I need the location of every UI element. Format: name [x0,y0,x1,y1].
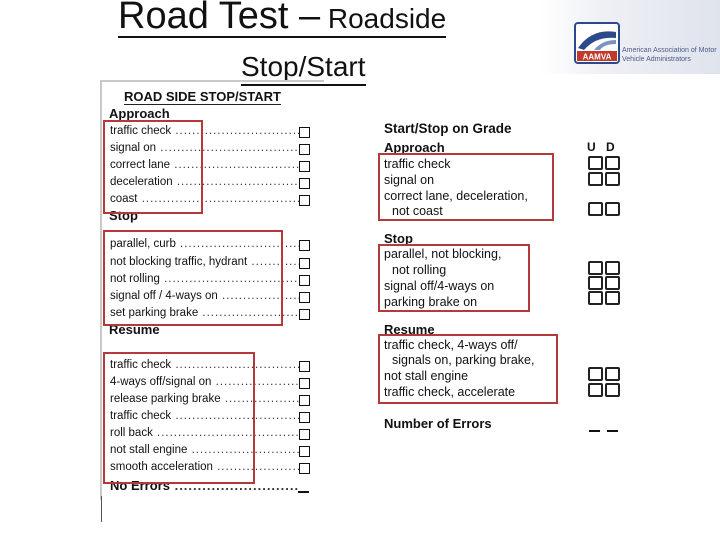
right-approach-line: not coast [392,204,443,218]
errors-blank-d[interactable] [607,430,618,432]
right-stop-line: parking brake on [384,295,478,309]
left-approach-item: deceleration ..... [110,175,300,190]
checkbox-d[interactable] [605,291,620,305]
right-resume-line: signals on, parking brake, [392,353,535,367]
right-resume-line: traffic check, 4-ways off/ [384,338,518,352]
stop-checkbox[interactable] [299,275,310,286]
left-form-heading: ROAD SIDE STOP/START [124,89,281,104]
left-resume-item: not stall engine ..... [110,443,300,458]
right-approach-line: traffic check [384,157,451,171]
checkbox-d[interactable] [605,261,620,275]
stop-checkbox[interactable] [299,292,310,303]
checkbox-u[interactable] [588,383,603,397]
checkbox-u[interactable] [588,202,603,216]
left-stop-title: Stop [109,208,138,223]
right-approach-title: Approach [384,140,445,155]
column-u-label: U [587,140,596,154]
left-approach-title: Approach [109,106,170,121]
title-rest: Roadside [320,3,447,34]
checkbox-d[interactable] [605,367,620,381]
right-resume-title: Resume [384,322,435,337]
right-resume-line: not stall engine [384,369,469,383]
left-approach-item: signal on ..... [110,141,300,156]
resume-checkbox[interactable] [299,463,310,474]
stop-checkbox[interactable] [299,258,310,269]
checkbox-u[interactable] [588,261,603,275]
checkbox-u[interactable] [588,367,603,381]
left-stop-item: signal off / 4-ways on ..... [110,289,300,304]
highlight-box-right-approach [378,153,554,221]
stop-checkbox[interactable] [299,309,310,320]
left-approach-item: traffic check ..... [110,124,300,139]
right-stop-line: signal off/4-ways on [384,279,495,293]
right-approach-line: signal on [384,173,435,187]
left-stop-item: set parking brake ..... [110,306,300,321]
checkbox-d[interactable] [605,156,620,170]
left-resume-item: 4-ways off/signal on ..... [110,375,300,390]
title-main: Road Test – [118,0,321,37]
resume-checkbox[interactable] [299,412,310,423]
approach-checkbox[interactable] [299,144,310,155]
approach-checkbox[interactable] [299,178,310,189]
resume-checkbox[interactable] [299,446,310,457]
right-stop-line: parallel, not blocking, [384,247,502,261]
column-d-label: D [606,140,615,154]
highlight-box-stop [103,230,283,326]
approach-checkbox[interactable] [299,195,310,206]
errors-label: Number of Errors [384,416,492,431]
left-resume-item: traffic check ..... [110,409,300,424]
approach-checkbox[interactable] [299,127,310,138]
aamva-logo-icon [574,22,620,64]
left-stop-item: not blocking traffic, hydrant ..... [110,255,300,270]
left-resume-item: smooth acceleration ..... [110,460,300,475]
left-form-edge [101,496,102,522]
no-errors-label: No Errors ..... [110,478,300,493]
slide-title [118,0,446,38]
highlight-box-right-resume [378,334,558,404]
right-form-heading: Start/Stop on Grade [384,121,512,136]
checkbox-d[interactable] [605,172,620,186]
checkbox-d[interactable] [605,202,620,216]
left-resume-title: Resume [109,322,160,337]
left-stop-item: parallel, curb ..... [110,237,300,252]
stop-checkbox[interactable] [299,240,310,251]
approach-checkbox[interactable] [299,161,310,172]
no-errors-blank[interactable] [298,491,309,493]
checkbox-d[interactable] [605,383,620,397]
left-resume-item: traffic check ..... [110,358,300,373]
checkbox-u[interactable] [588,276,603,290]
checkbox-u[interactable] [588,291,603,305]
resume-checkbox[interactable] [299,429,310,440]
resume-checkbox[interactable] [299,361,310,372]
left-resume-item: roll back ..... [110,426,300,441]
resume-checkbox[interactable] [299,395,310,406]
errors-blank-u[interactable] [589,430,600,432]
slide-subtitle: Stop/Start [241,50,366,86]
highlight-box-right-stop [378,244,530,312]
right-stop-line: not rolling [392,263,447,277]
right-approach-line: correct lane, deceleration, [384,189,528,203]
logo-org-name: American Association of Motor Vehicle Administrators [622,47,717,63]
left-resume-item: release parking brake ..... [110,392,300,407]
checkbox-d[interactable] [605,276,620,290]
highlight-box-resume [103,352,255,484]
left-stop-item: not rolling ..... [110,272,300,287]
right-stop-title: Stop [384,231,413,246]
checkbox-u[interactable] [588,156,603,170]
logo-badge: AAMVA [582,52,612,62]
left-approach-item: coast ..... [110,192,300,207]
left-approach-item: correct lane ..... [110,158,300,173]
right-resume-line: traffic check, accelerate [384,385,516,399]
highlight-box-approach [103,120,203,214]
checkbox-u[interactable] [588,172,603,186]
resume-checkbox[interactable] [299,378,310,389]
